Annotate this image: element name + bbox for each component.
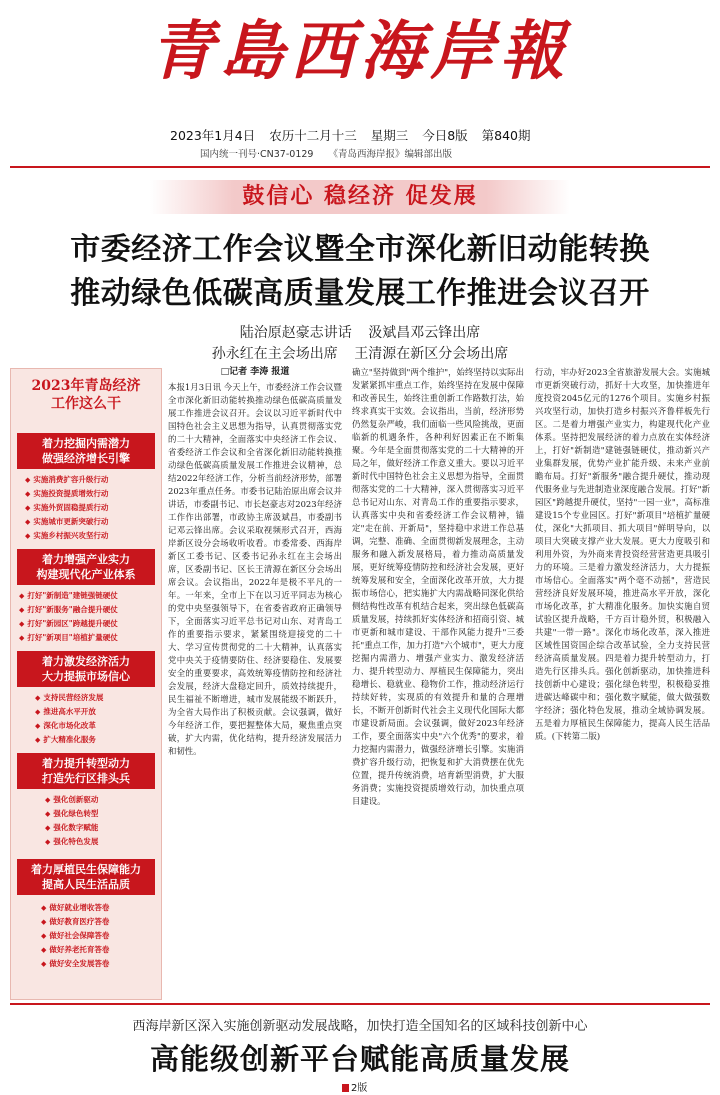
sidebar-section-head: 着力激发经济活力 大力提振市场信心	[17, 651, 155, 687]
sidebar-title: 2023年青岛经济 工作这么干	[31, 378, 141, 412]
list-item: ◆ 打好"新制造"建链强链硬仗	[19, 589, 149, 603]
list-item: ◆ 打好"新园区"跨越提升硬仗	[19, 617, 149, 631]
list-item: ◆ 做好就业增收答卷	[41, 901, 171, 915]
dateline	[170, 126, 541, 144]
article-body-3: 行动，牢办好2023全省旅游发展大会。实施城市更新突破行动，抓好十大攻坚，加快推进年度投资2045亿元的1276个项目。实施乡村振兴攻坚行动，加快打造乡村振兴齐鲁样板先行区。二是着力增强产业实力，构建现代化产业体系。坚持把发展经济的着力点放在实体经济上，打好"新制造"建链强链硬仗，推动新兴产业集群发展，优势产业扩能升级、未来产业前瞻布局。打好"新服务"融合提升硬仗，推动现代服务业与先进制造业深度融合发展。打好"新园区"跨越提升硬仗，坚持"一园一业"，高标准建设15个专业园区。打好"新项目"培植扩量硬仗，深化"大抓项目、抓大项目"鲜明导向，以项目大突破支撑产业大发展。更大力度吸引和利用外资，为外商来青投资经营营造更具吸引力的环境。三是着力激发经济活力，大力提振市场信心。全面落实"两个毫不动摇"，营造民营经济良好发展环境，推进高水平开放，深化市场化改革，扩大精准化服务。加快实施自贸试验区提升战略，千方百计稳外贸，积极融入共建"一带一路"。深化市场化改革，深入推进区域性国资国企综合改革试验，全力支持民营经济高质量发展。四是着力提升转型动力，打造先行区排头兵。强化创新驱动，加快推进科技创新中心建设；强化绿色转型，积极稳妥推进碳达峰碳中和；强化数字赋能，做大做强数字经济；强化特色发展，推动全域协调发展。五是着力厚植民生保障能力，提高人民生活品质。(下转第二版)	[535, 367, 710, 741]
list-item: ◆ 实施城市更新突破行动	[25, 515, 155, 529]
headline-line-1: 市委经济工作会议暨全市深化新旧动能转换	[70, 232, 650, 267]
list-item: ◆ 打好"新项目"培植扩量硬仗	[19, 631, 149, 645]
sidebar-section-list	[45, 793, 175, 849]
page-marker: 2版	[342, 1079, 367, 1094]
list-item: ◆ 做好安全发展答卷	[41, 957, 171, 971]
list-item: ◆ 实施乡村振兴攻坚行动	[25, 529, 155, 543]
sidebar-section-list	[41, 901, 171, 971]
article-column-3	[535, 366, 710, 996]
article-column-1	[168, 366, 342, 996]
slogan-banner: 鼓信心 稳经济 促发展	[150, 180, 570, 214]
list-item: ◆ 强化特色发展	[45, 835, 175, 849]
sidebar-section-list	[19, 589, 149, 645]
sidebar-section-head: 着力提升转型动力 打造先行区排头兵	[17, 753, 155, 789]
deck-main-venue: 孙永红在主会场出席	[211, 346, 338, 362]
sidebar-section-head: 着力挖掘内需潜力 做强经济增长引擎	[17, 433, 155, 469]
teaser-title: 高能级创新平台赋能高质量发展	[149, 1042, 570, 1076]
list-item: ◆ 支持民营经济发展	[35, 691, 165, 705]
publisher: 《青岛西海岸报》编辑部出版	[328, 149, 452, 160]
issue-date: 2023年1月4日	[170, 128, 256, 143]
sidebar-section-list	[25, 473, 155, 543]
list-item: ◆ 做好教育医疗答卷	[41, 915, 171, 929]
deck-line-1	[180, 322, 540, 342]
article-body-1: 本报1月3日讯 今天上午，市委经济工作会议暨全市深化新旧动能转换推动绿色低碳高质量发展工作推进会议召开。会议以习近平新时代中国特色社会主义思想为指导，认真贯彻落实党的二十大精神，全面落实中央经济工作会议、省委经济工作会议和全省深化新旧动能转换推动绿色低碳高质量发展工作推进会议精神，总结2022年经济工作，分析当前经济形势，部署2023年重点任务。市委书记陆治原出席会议并讲话，市委副书记、市长赵豪志对2023年经济工作作出部署，市政协主席汲斌昌，市委副书记邓云锋出席。会议采取视频形式召开，西海岸新区设分会场收听收看。市委常委、西海岸新区工委书记、区委书记孙永红在主会场出席，区委副书记、区长王清源在新区分会场出席会议。会议指出，2022年是极不平凡的一年。一年来，全市上下在以习近平同志为核心的党中央坚强领导下，在省委省政府正确领导下，全面落实习近平总书记对山东、对青岛工作的重要指示要求，紧紧围绕迎接党的二十大、学习宣传贯彻党的二十大精神，认真落实党中央关于疫情要防住、经济要稳住、发展要安全的重要要求，高效统筹疫情防控和经济社会发展，经济大盘稳定回升，质效持续提升，民生福祉不断增进，城市发展能级不断跃升，为全省大局作出了积极贡献。会议强调，做好今年经济工作，要把握整体大局，聚焦重点突破，扩大内需，优化结构，提升经济发展活力和韧性。	[168, 382, 342, 756]
sidebar-section-list	[35, 691, 165, 747]
deck-speakers: 陆治原赵豪志讲话	[239, 325, 352, 341]
list-item: ◆ 打好"新服务"融合提升硬仗	[19, 603, 149, 617]
list-item: ◆ 强化绿色转型	[45, 807, 175, 821]
newspaper-title: 青島西海岸報	[150, 14, 570, 89]
teaser-subtitle: 西海岸新区深入实施创新驱动发展战略，加快打造全国知名的区域科技创新中心	[132, 1019, 588, 1034]
sidebar-economic-plan	[10, 368, 162, 1000]
publication-info	[200, 146, 464, 160]
headline-line-2: 推动绿色低碳高质量发展工作推进会议召开	[70, 276, 650, 311]
list-item: ◆ 强化数字赋能	[45, 821, 175, 835]
list-item: ◆ 实施投资提质增效行动	[25, 487, 155, 501]
deck-line-2	[180, 343, 540, 363]
page-count: 今日8版	[422, 128, 468, 143]
article-column-2	[352, 366, 524, 996]
weekday: 星期三	[370, 128, 409, 143]
byline: □记者 李涛 报道	[220, 367, 290, 377]
sidebar-section-head: 着力增强产业实力 构建现代化产业体系	[17, 549, 155, 585]
list-item: ◆ 实施消费扩容升级行动	[25, 473, 155, 487]
lunar-date: 农历十二月十三	[269, 128, 357, 143]
header-divider	[10, 166, 710, 168]
cn-number: 国内统一刊号·CN37-0129	[200, 149, 314, 160]
list-item: ◆ 强化创新驱动	[45, 793, 175, 807]
deck-sub-venue: 王清源在新区分会场出席	[354, 346, 509, 362]
list-item: ◆ 做好养老托育答卷	[41, 943, 171, 957]
masthead	[0, 0, 720, 120]
article-body-2: 确立"坚持做到"两个维护"，始终坚持以实际出发紧紧抓牢重点工作，始终坚持在发展中保障和改善民生，始终注重创新工作路数打法，始终求真实干实效。会议指出，当前，经济形势仍然复杂严峻，我们面临一些风险挑战，更面临新的机遇条件，各种利好因素正在不断集聚。今年是全面贯彻落实党的二十大精神的开局之年，做好经济工作意义重大。要以习近平新时代中国特色社会主义思想为指导，全面贯彻落实党的二十大精神，深入贯彻落实习近平总书记对山东、对青岛工作的重要指示要求，认真落实中央和省委经济工作会议精神，锚定"走在前、开新局"，坚持稳中求进工作总基调，完整、准确、全面贯彻新发展理念，主动服务和融入新发展格局，着力推动高质量发展，更好统筹疫情防控和经济社会发展，更好统筹发展和安全，全面深化改革开放，大力提振市场信心，把实施扩大内需战略同深化供给侧结构性改革有机结合起来，突出绿色低碳高质量发展，持续抓好实体经济和招商引资、城市更新和城市建设、干部作风能力提升"三委托"重点工作，加力打造"六个城市"，更大力度挖掘内需潜力、增强产业实力、激发经济活力、提升转型动力、厚植民生保障能力，突出稳增长、稳就业、稳物价工作，推动经济运行持续好转，实现质的有效提升和量的合理增长，不断开创新时代社会主义现代化国际大都市建设新局面。会议强调，做好2023年经济工作，要全面落实中央"六个优秀"的要求，着力挖掘内需潜力，做强经济增长引擎。实施消费扩容升级行动，把恢复和扩大消费摆在优先位置，提升传统消费，培育新型消费，扩大服务消费；实施投资提质增效行动，加快重点项目建设。	[352, 367, 524, 806]
sidebar-section-head: 着力厚植民生保障能力 提高人民生活品质	[17, 859, 155, 895]
list-item: ◆ 做好社会保障答卷	[41, 929, 171, 943]
list-item: ◆ 扩大精准化服务	[35, 733, 165, 747]
issue-number: 第840期	[481, 128, 531, 143]
deck-attendees: 汲斌昌邓云锋出席	[368, 325, 481, 341]
list-item: ◆ 实施外贸固稳提质行动	[25, 501, 155, 515]
list-item: ◆ 深化市场化改革	[35, 719, 165, 733]
list-item: ◆ 推进高水平开放	[35, 705, 165, 719]
bottom-teaser	[10, 1003, 710, 1077]
